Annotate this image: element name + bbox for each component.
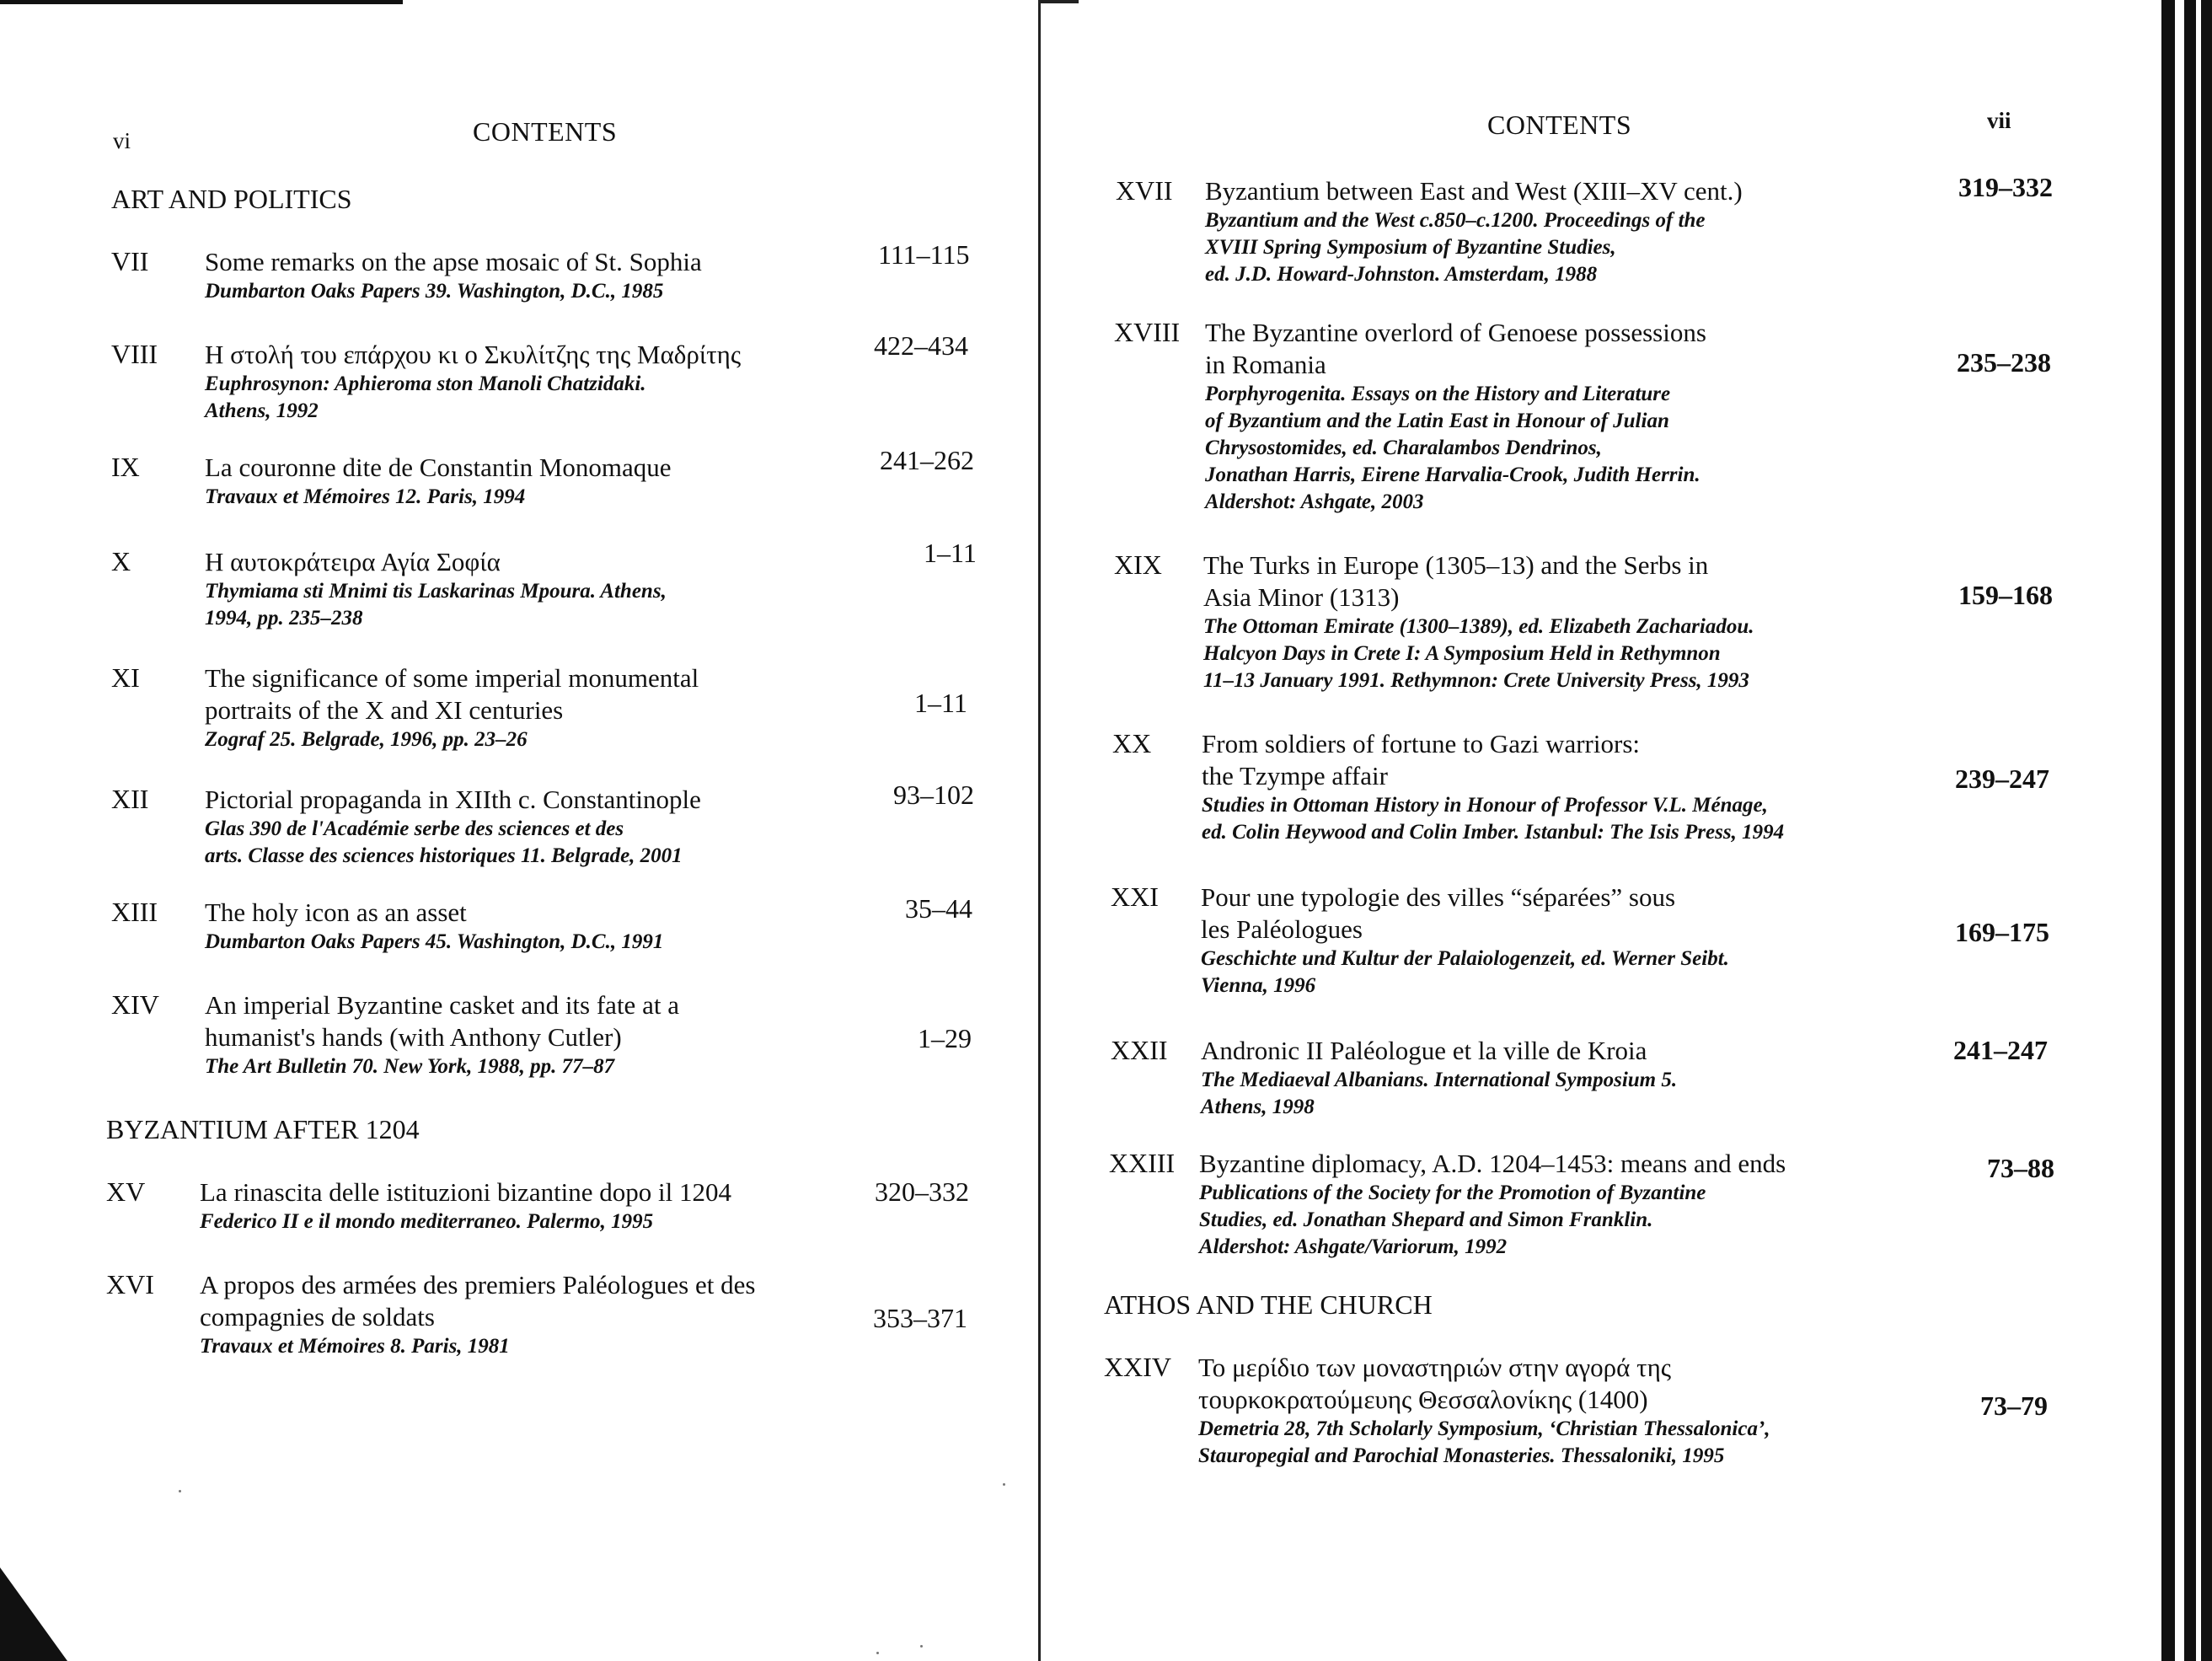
page-range: 1–11 [914,688,967,718]
source-line: 1994, pp. 235–238 [205,607,363,630]
source-line: arts. Classe des sciences historiques 11. Belgrade, 2001 [205,844,683,867]
entry-source [205,278,663,305]
page-range: 319–332 [1958,172,2053,202]
title-line: The significance of some imperial monumental [205,663,699,693]
section-heading: ART AND POLITICS [111,184,352,214]
title-line: the Tzympe affair [1202,761,1388,790]
page-range: 239–247 [1955,764,2049,794]
page-range: 73–88 [1987,1153,2054,1183]
entry-number: VIII [111,339,158,369]
source-line: Vienna, 1996 [1201,974,1316,997]
entry-source [200,1333,510,1360]
entry-source [1205,381,1701,516]
running-head: CONTENTS [473,116,618,147]
page-range: 111–115 [878,239,970,270]
scan-speck [920,1645,923,1648]
page-range: 241–262 [880,445,974,475]
title-line: La couronne dite de Constantin Monomaque [205,453,672,482]
folio: vii [1987,108,2011,133]
entry-source [1201,946,1729,999]
page-range: 93–102 [893,780,974,810]
page-range: 1–29 [918,1023,972,1053]
source-line: Travaux et Mémoires 12. Paris, 1994 [205,485,526,508]
source-line: Halcyon Days in Crete I: A Symposium Held in Rethymnon [1203,642,1721,665]
entry-title [205,784,701,816]
source-line: XVIII Spring Symposium of Byzantine Studies, [1205,236,1616,259]
entry-title [205,662,699,726]
entry-title [1201,881,1675,946]
source-line: Byzantium and the West c.850–c.1200. Proceedings of the [1205,209,1706,232]
entry-source [205,1053,614,1080]
entry-number: XIX [1114,549,1162,580]
title-line: An imperial Byzantine casket and its fate at a [205,990,679,1020]
source-line: Glas 390 de l'Académie serbe des sciences et des [205,817,624,840]
entry-number: XX [1112,728,1152,758]
source-line: Studies, ed. Jonathan Shepard and Simon Franklin. [1199,1208,1653,1231]
entry-source [1202,792,1784,846]
page-range: 422–434 [874,330,968,361]
entry-title [1199,1148,1786,1180]
entry-number: XI [111,662,140,693]
section-heading: ATHOS AND THE CHURCH [1104,1289,1433,1320]
title-line: les Paléologues [1201,914,1363,944]
entry-source [205,484,525,511]
entry-source [205,726,528,753]
page-range: 73–79 [1980,1390,2048,1421]
entry-title [1202,728,1640,792]
section-heading: BYZANTIUM AFTER 1204 [106,1114,420,1144]
source-line: The Ottoman Emirate (1300–1389), ed. Elizabeth Zachariadou. [1203,615,1754,638]
source-line: Stauropegial and Parochial Monasteries. Thessaloniki, 1995 [1198,1444,1725,1467]
left-page [0,0,1036,1661]
page-range: 1–11 [924,538,977,568]
entry-number: XVI [106,1269,154,1299]
entry-title [1203,549,1708,613]
source-line: Studies in Ottoman History in Honour of Professor V.L. Ménage, [1202,794,1768,817]
entry-number: XIII [111,897,158,927]
page-range: 169–175 [1955,917,2049,947]
entry-source [205,578,667,632]
entry-number: XXIII [1109,1148,1176,1178]
source-line: Dumbarton Oaks Papers 39. Washington, D.C., 1985 [205,280,664,303]
title-line: The holy icon as an asset [205,897,467,927]
title-line: compagnies de soldats [200,1302,435,1331]
page-range: 353–371 [873,1303,967,1333]
entry-number: VII [111,246,149,276]
source-line: Travaux et Mémoires 8. Paris, 1981 [200,1335,510,1358]
title-line: τουρκοκρατούμευης Θεσσαλονίκης (1400) [1198,1385,1648,1414]
entry-source [205,371,646,425]
title-line: Η αυτοκράτειρα Αγία Σοφία [205,547,501,576]
source-line: Aldershot: Ashgate/Variorum, 1992 [1199,1235,1508,1258]
title-line: portraits of the X and XI centuries [205,695,564,725]
entry-title [205,452,672,484]
source-line: The Mediaeval Albanians. International Symposium 5. [1201,1069,1678,1091]
title-line: The Byzantine overlord of Genoese possessions [1205,318,1706,347]
entry-source [205,816,683,870]
entry-title [205,989,679,1053]
source-line: ed. J.D. Howard-Johnston. Amsterdam, 1988 [1205,263,1598,286]
source-line: Porphyrogenita. Essays on the History and Literature [1205,383,1671,405]
title-line: Byzantine diplomacy, A.D. 1204–1453: means and ends [1199,1149,1786,1178]
entry-title [1198,1352,1671,1416]
scan-speck [876,1652,879,1654]
entry-number: XII [111,784,149,814]
page-range: 235–238 [1957,347,2051,378]
entry-source [200,1208,653,1235]
entry-title [200,1269,755,1333]
entry-title [1205,317,1706,381]
title-line: in Romania [1205,350,1326,379]
title-line: Pour une typologie des villes “séparées” sous [1201,882,1676,912]
title-line: Asia Minor (1313) [1203,582,1400,612]
entry-source [1203,613,1754,694]
source-line: Jonathan Harris, Eirene Harvalia-Crook, Judith Herrin. [1205,463,1701,486]
title-line: A propos des armées des premiers Paléologues et des [200,1270,756,1299]
entry-number: XVIII [1114,317,1181,347]
source-line: Aldershot: Ashgate, 2003 [1205,490,1424,513]
page-range: 159–168 [1958,580,2053,610]
page-range: 320–332 [875,1176,969,1207]
entry-number: X [111,546,131,576]
source-line: Dumbarton Oaks Papers 45. Washington, D.C., 1991 [205,930,664,953]
source-line: Zograf 25. Belgrade, 1996, pp. 23–26 [205,728,528,751]
source-line: Federico II e il mondo mediterraneo. Palermo, 1995 [200,1210,654,1233]
entry-number: XVII [1116,175,1173,206]
right-page [1036,0,2212,1661]
entry-number: XXIV [1104,1352,1171,1382]
folio: vi [113,128,131,153]
entry-number: XV [106,1176,146,1207]
entry-source [1205,207,1706,288]
source-line: Euphrosynon: Aphieroma ston Manoli Chatzidaki. [205,372,646,395]
source-line: The Art Bulletin 70. New York, 1988, pp. 77–87 [205,1055,615,1078]
source-line: 11–13 January 1991. Rethymnon: Crete University Press, 1993 [1203,669,1749,692]
title-line: From soldiers of fortune to Gazi warriors: [1202,729,1640,758]
running-head: CONTENTS [1487,110,1632,140]
title-line: Byzantium between East and West (XIII–XV cent.) [1205,176,1743,206]
page-range: 241–247 [1953,1035,2048,1065]
entry-number: XXII [1111,1035,1168,1065]
title-line: La rinascita delle istituzioni bizantine dopo il 1204 [200,1177,732,1207]
title-line: humanist's hands (with Anthony Cutler) [205,1022,622,1052]
entry-title [200,1176,731,1208]
entry-title [205,339,741,371]
entry-number: XIV [111,989,159,1020]
source-line: Demetria 28, 7th Scholarly Symposium, ‘Christian Thessalonica’, [1198,1417,1770,1440]
source-line: Chrysostomides, ed. Charalambos Dendrinos, [1205,437,1602,459]
title-line: Η στολή του επάρχου κι ο Σκυλίτζης της Μαδρίτης [205,340,742,369]
title-line: Andronic II Paléologue et la ville de Kroia [1201,1036,1647,1065]
source-line: ed. Colin Heywood and Colin Imber. Istanbul: The Isis Press, 1994 [1202,821,1785,844]
entry-title [205,546,501,578]
source-line: Thymiama sti Mnimi tis Laskarinas Mpoura. Athens, [205,580,667,603]
source-line: Geschichte und Kultur der Palaiologenzeit, ed. Werner Seibt. [1201,947,1729,970]
entry-source [1199,1180,1706,1261]
entry-source [205,929,663,956]
entry-title [205,897,467,929]
title-line: Some remarks on the apse mosaic of St. Sophia [205,247,702,276]
entry-title [205,246,702,278]
scan-speck [1003,1483,1005,1486]
title-line: Pictorial propaganda in XIIth c. Constantinople [205,785,701,814]
entry-number: XXI [1111,881,1159,912]
entry-title [1205,175,1743,207]
title-line: The Turks in Europe (1305–13) and the Serbs in [1203,550,1709,580]
entry-source [1198,1416,1770,1470]
source-line: Athens, 1992 [205,399,319,422]
source-line: Publications of the Society for the Promotion of Byzantine [1199,1181,1706,1204]
source-line: of Byzantium and the Latin East in Honour of Julian [1205,410,1669,432]
entry-title [1201,1035,1647,1067]
source-line: Athens, 1998 [1201,1096,1315,1118]
title-line: Το μερίδιο των μοναστηριών στην αγορά της [1198,1353,1672,1382]
page-range: 35–44 [905,893,972,924]
scan-speck [179,1490,181,1492]
entry-number: IX [111,452,140,482]
entry-source [1201,1067,1677,1121]
